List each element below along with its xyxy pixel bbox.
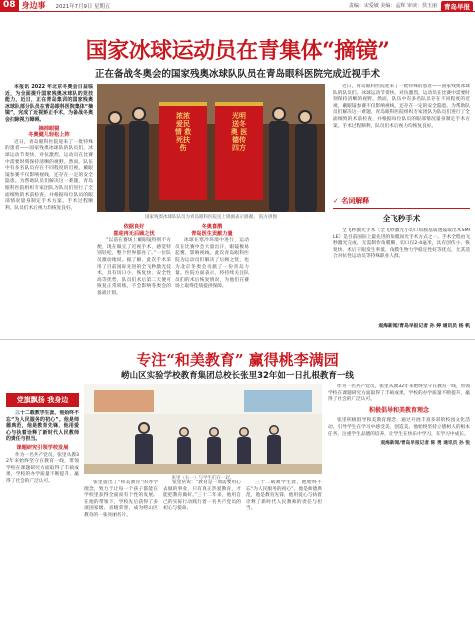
banner-left-text: 浓浓爱民情 救死扶伤 [174, 112, 192, 152]
explainer-sidebar [333, 196, 470, 329]
article2-column-right [328, 384, 470, 616]
article1-body-2: “以前在赛场上戴眼镜特别不方便，现在做完了近视手术，感觉特别轻松，整个世界都亮了。”一位队员激动地说。据了解，此次手术采用了目前国际先进的全飞秒激光技术，具有切口小、恢复快、安全性高等优势，队员们术后第二天便可恢复正常训练，不会影响冬奥会的备战计划。 [97, 238, 171, 296]
article2-lead: 三十二载教学生涯，他始终不忘“为人民服务的初心”。他是师德典范，他是教育先锋，他用爱心与执着诠释了新时代人民教师的责任与担当。 [6, 410, 79, 443]
article2-body-3: 张里积极倡导和美教育理念，通过开展丰富多彩的校园文化活动，引导学生在学习中感受美、创造美。他始终坚持立德树人的根本任务，注重学生品德的培养，让学生在快乐中学习，在学习中成长。 [328, 418, 470, 437]
issue-date: 2021年7月9日 星期五 [55, 3, 111, 10]
article1-body-3-repeat: 近日，青岛眼科医院迎来了一批特殊的患者——国家残奥冰球队的队员们。冰球运动节奏快、对抗激烈，运动员在比赛中需要时刻保持清晰的视野。然而，队伍中有多名队员存在不同程度的近视，戴眼镜参赛不仅影响视线，还存在一定的安全隐患。为帮助队员们解决这一难题，青岛眼科医院组织专家团队为队员们进行了全面细致的术前检查，并根据每位队员的眼部情况量身制定手术方案。手术过程顺利，队员们术后视力均恢复良好。 [333, 84, 470, 129]
article2-subhead-2: 积极倡导和美教育理念 [368, 406, 429, 414]
team-photo [97, 84, 325, 212]
article2-body-1-right: 作为一名共产党员，张里从教32年来始终坚守在教育一线，带领学校在课题研究方面取得了丰硕成果，学校的办学质量不断提升，赢得了社会的广泛认可。 [328, 384, 470, 403]
article1-body-1: 近日，青岛眼科医院迎来了一批特殊的患者——国家残奥冰球队的队员们。冰球运动节奏快、对抗激烈，运动员在比赛中需要时刻保持清晰的视野。然而，队伍中有多名队员存在不同程度的近视，戴眼镜参赛不仅影响视线，还存在一定的安全隐患。为帮助队员们解决这一难题，青岛眼科医院组织专家团队为队员们进行了全面细致的术前检查，并根据每位队员的眼部情况量身制定手术方案。手术过程顺利，队员们术后视力均恢复良好。 [5, 139, 93, 211]
explainer-rule [333, 208, 470, 209]
party-banner: 党旗飘扬 我身边 [6, 393, 79, 407]
school-photo [84, 384, 322, 474]
explainer-body: 全飞秒激光手术（全飞秒激光小切口角膜基质透镜取出术SMILE）是目前国际上最先进的角膜屈光手术方式之一。手术全程由飞秒激光完成，无需制作角膜瓣，切口仅2-4毫米，具有创伤小、恢复快、术后干眼发生率低、角膜生物力学稳定性好等优点，尤其适合对抗性运动员等特殊职业人群。 [333, 228, 470, 260]
article1-subhead-2: 依据良好 喜迎再无后顾之忧 [113, 224, 155, 237]
newspaper-brand: 青岛早报 [441, 1, 473, 12]
article2-body-2-extra: 三十二载教学生涯，他始终不忘“为人民服务的初心”。他是师德典范，他是教育先锋，他用爱心与执着诠释了新时代人民教师的责任与担当。 [246, 480, 322, 512]
explainer-title-text: 名词解释 [341, 197, 370, 205]
article2-column-4 [246, 480, 322, 616]
article1-subhead-1: 摘掉眼镜 冬奥健儿轻松上阵 [28, 125, 70, 139]
article2-subtitle: 崂山区实验学校教育集团总校长张里32年如一日扎根教育一线 [121, 371, 354, 381]
article2-subhead-1: 课题研究引领学校发展 [16, 444, 69, 451]
article2-column-2 [84, 480, 158, 616]
article2-reporters: 观海新闻/青岛早报记者 陈 勇 通讯员 孙 悦 [380, 441, 470, 447]
header-rule [0, 11, 475, 12]
article2-body-2: 张里提出了“和美教育”的办学理念，致力于让每一个孩子都能在学校里获得全面而有个性的发展。在他的带领下，学校先后获得了多项国家级、省级荣誉，成为崂山区教育的一张亮丽名片。 [84, 480, 158, 518]
article1-reporters: 观海新闻/青岛早报记者 孙 婷 通讯员 杨 帆 [378, 324, 470, 329]
banner-right-text: 光明送冬奥 医德传四方 [230, 112, 248, 152]
article2-body-1: 作为一名共产党员，张里从教32年来始终坚守在教育一线，带领学校在课题研究方面取得了丰硕成果，学校的办学质量不断提升，赢得了社会的广泛认可。 [6, 452, 79, 484]
article1-subhead-3: 冬奥喜鹊 青岛医生贡献力量 [191, 224, 233, 237]
explainer-subtitle: 全飞秒手术 [382, 214, 421, 223]
photo-caption: 国家残奥冰球队队员为青岛眼科医院送上锦旗表示感谢。 院方供图 [145, 215, 277, 220]
explainer-title: ✓ 名词解释 [333, 197, 370, 205]
article1-column-3 [175, 222, 249, 334]
article1-column-2 [97, 222, 171, 334]
article2-title: 专注“和美教育” 赢得桃李满园 [136, 351, 339, 369]
editors-line: 责编：宋爱敏 美编：孟辉 审读：侯玉丽 [348, 3, 437, 9]
page-number: 08 [0, 0, 19, 11]
article1-subheadline: 正在备战冬奥会的国家残奥冰球队队员在青岛眼科医院完成近视手术 [94, 69, 380, 80]
article1-headline: 国家冰球运动员在青集体“摘镜” [85, 38, 390, 64]
section-name: 身边事 [21, 1, 46, 10]
section-divider [0, 339, 475, 340]
article1-lead: 本报讯 2022 年北京冬奥会日益临近，为全面提升国家残奥冰球队的竞技能力，近日，正在青岛集训的国家残奥冰球队部分队员在青岛眼科医院集体“摘镜”，完成了近视矫正手术，为备战冬奥会扫除视力障碍。 [5, 84, 93, 123]
school-photo-graphic [84, 384, 322, 474]
team-photo-graphic [97, 84, 325, 212]
article2-body-4: 张里常说：“教育是一项需要用心去做的事业，只有真正热爱教育，才能把教育做好。”三十二年来，他用自己的实际行动践行着一名共产党员的初心与使命。 [163, 480, 241, 512]
article1-body-3: 冰球在寒冷环境中进行，运动员在比赛中会大量出汗，眼镜极易起雾，影响视线。此次青岛眼科医院为运动员们解决了后顾之忧，也为北京冬奥会贡献了一份青岛力量。医院方面表示，将持续关注队员们的术后恢复情况，为他们在赛场上取得佳绩提供保障。 [175, 238, 249, 290]
article2-column-3 [163, 480, 241, 616]
article1-column-right [333, 84, 470, 192]
article2-column-1 [6, 410, 79, 616]
article1-column-left [5, 84, 93, 330]
school-photo-caption: 张里（右一）与学生们在一起。 [171, 476, 235, 481]
